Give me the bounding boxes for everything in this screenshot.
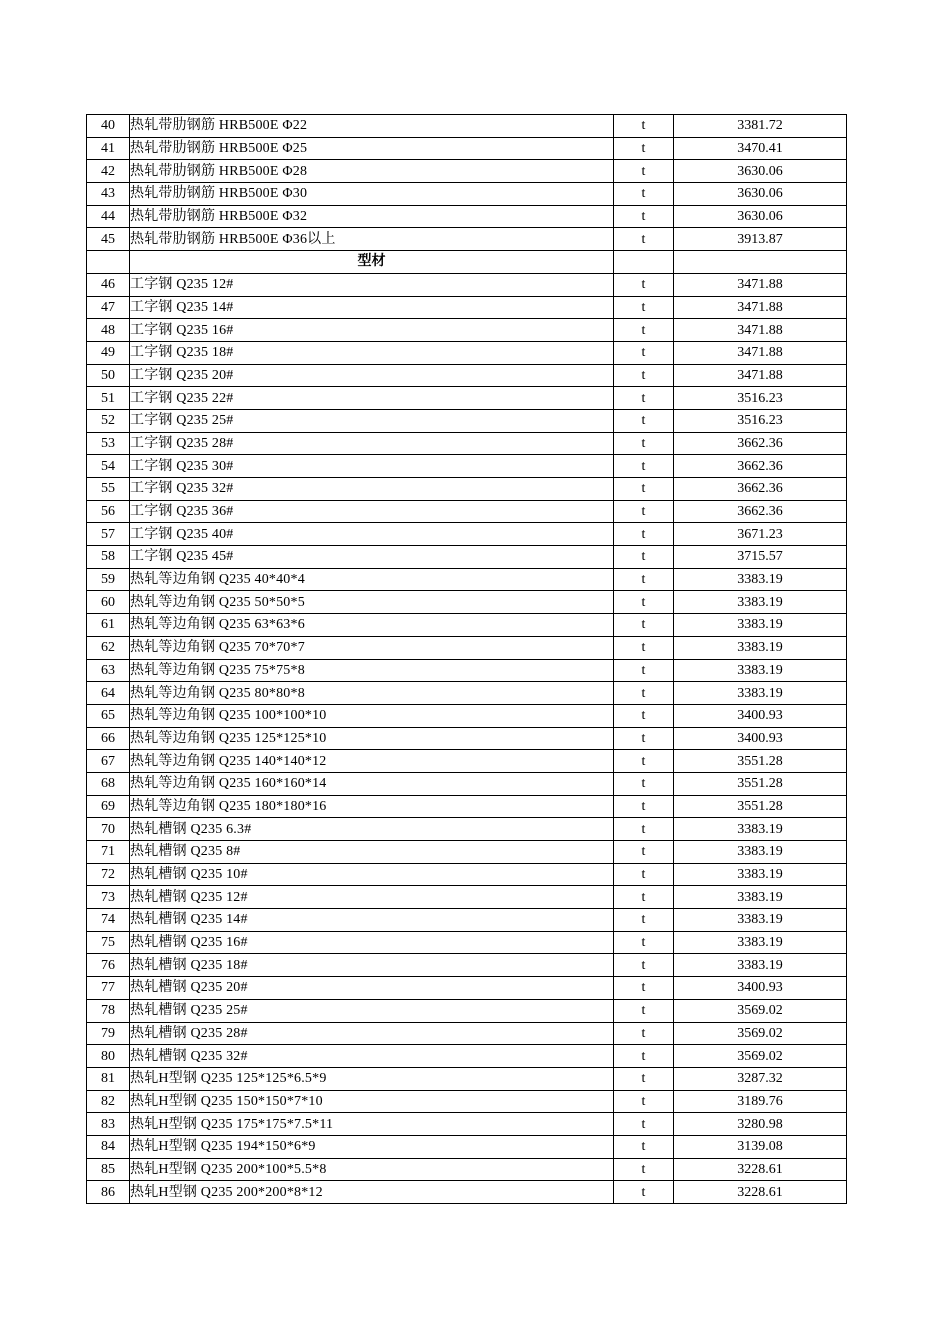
item-unit: t: [614, 1090, 674, 1113]
item-price: 3471.88: [674, 364, 847, 387]
item-unit: t: [614, 1067, 674, 1090]
item-name: 热轧等边角钢 Q235 40*40*4: [130, 568, 614, 591]
item-number: 74: [87, 909, 130, 932]
item-unit: t: [614, 931, 674, 954]
item-unit: t: [614, 205, 674, 228]
item-name: 热轧等边角钢 Q235 140*140*12: [130, 750, 614, 773]
item-unit: t: [614, 636, 674, 659]
table-row: [87, 273, 847, 296]
table-row: [87, 183, 847, 206]
table-row: [87, 455, 847, 478]
item-number: 65: [87, 704, 130, 727]
item-number: 69: [87, 795, 130, 818]
item-name: 工字钢 Q235 22#: [130, 387, 614, 410]
item-name: 热轧H型钢 Q235 175*175*7.5*11: [130, 1113, 614, 1136]
item-number: 72: [87, 863, 130, 886]
item-unit: t: [614, 886, 674, 909]
item-name: 工字钢 Q235 14#: [130, 296, 614, 319]
item-price: 3139.08: [674, 1135, 847, 1158]
section-price-cell: [674, 251, 847, 274]
item-unit: t: [614, 546, 674, 569]
item-price: 3381.72: [674, 115, 847, 138]
item-name: 工字钢 Q235 12#: [130, 273, 614, 296]
table-row: [87, 205, 847, 228]
table-row: [87, 1158, 847, 1181]
item-number: 70: [87, 818, 130, 841]
item-name: 热轧等边角钢 Q235 75*75*8: [130, 659, 614, 682]
item-price: 3400.93: [674, 727, 847, 750]
item-price: 3516.23: [674, 409, 847, 432]
item-number: 54: [87, 455, 130, 478]
item-price: 3630.06: [674, 183, 847, 206]
section-header-row: [87, 251, 847, 274]
item-unit: t: [614, 296, 674, 319]
item-number: 51: [87, 387, 130, 410]
item-name: 工字钢 Q235 18#: [130, 341, 614, 364]
item-unit: t: [614, 409, 674, 432]
item-unit: t: [614, 568, 674, 591]
item-number: 82: [87, 1090, 130, 1113]
item-number: 81: [87, 1067, 130, 1090]
section-unit-cell: [614, 251, 674, 274]
item-number: 67: [87, 750, 130, 773]
table-row: [87, 931, 847, 954]
item-price: 3383.19: [674, 909, 847, 932]
item-number: 62: [87, 636, 130, 659]
item-number: 64: [87, 682, 130, 705]
item-price: 3287.32: [674, 1067, 847, 1090]
item-number: 44: [87, 205, 130, 228]
item-price: 3471.88: [674, 273, 847, 296]
item-unit: t: [614, 183, 674, 206]
item-price: 3516.23: [674, 387, 847, 410]
table-row: [87, 160, 847, 183]
item-number: 47: [87, 296, 130, 319]
item-name: 工字钢 Q235 32#: [130, 478, 614, 501]
item-name: 热轧等边角钢 Q235 80*80*8: [130, 682, 614, 705]
item-number: 42: [87, 160, 130, 183]
item-number: 78: [87, 999, 130, 1022]
item-unit: t: [614, 1045, 674, 1068]
item-price: 3630.06: [674, 160, 847, 183]
item-price: 3471.88: [674, 296, 847, 319]
table-row: [87, 682, 847, 705]
table-row: [87, 795, 847, 818]
item-name: 热轧带肋钢筋 HRB500E Φ22: [130, 115, 614, 138]
item-unit: t: [614, 228, 674, 251]
item-unit: t: [614, 659, 674, 682]
item-unit: t: [614, 954, 674, 977]
table-row: [87, 659, 847, 682]
item-name: 热轧槽钢 Q235 20#: [130, 977, 614, 1000]
item-name: 热轧等边角钢 Q235 125*125*10: [130, 727, 614, 750]
item-name: 热轧H型钢 Q235 125*125*6.5*9: [130, 1067, 614, 1090]
table-row: [87, 704, 847, 727]
price-table: [86, 114, 847, 1204]
table-row: [87, 750, 847, 773]
item-number: 80: [87, 1045, 130, 1068]
item-unit: t: [614, 772, 674, 795]
item-number: 59: [87, 568, 130, 591]
item-unit: t: [614, 160, 674, 183]
item-unit: t: [614, 1181, 674, 1204]
item-number: 83: [87, 1113, 130, 1136]
table-row: [87, 546, 847, 569]
table-row: [87, 1090, 847, 1113]
table-row: [87, 977, 847, 1000]
item-number: 79: [87, 1022, 130, 1045]
item-name: 热轧H型钢 Q235 200*200*8*12: [130, 1181, 614, 1204]
table-row: [87, 727, 847, 750]
table-row: [87, 319, 847, 342]
table-row: [87, 432, 847, 455]
item-price: 3671.23: [674, 523, 847, 546]
item-number: 73: [87, 886, 130, 909]
item-unit: t: [614, 614, 674, 637]
item-price: 3189.76: [674, 1090, 847, 1113]
item-unit: t: [614, 341, 674, 364]
table-row: [87, 115, 847, 138]
item-price: 3569.02: [674, 1045, 847, 1068]
item-name: 热轧带肋钢筋 HRB500E Φ36以上: [130, 228, 614, 251]
item-price: 3662.36: [674, 455, 847, 478]
item-unit: t: [614, 977, 674, 1000]
item-price: 3383.19: [674, 863, 847, 886]
item-name: 热轧H型钢 Q235 150*150*7*10: [130, 1090, 614, 1113]
item-price: 3228.61: [674, 1181, 847, 1204]
item-price: 3383.19: [674, 886, 847, 909]
item-name: 热轧等边角钢 Q235 100*100*10: [130, 704, 614, 727]
table-row: [87, 614, 847, 637]
item-name: 热轧带肋钢筋 HRB500E Φ32: [130, 205, 614, 228]
item-name: 热轧槽钢 Q235 28#: [130, 1022, 614, 1045]
table-row: [87, 409, 847, 432]
item-unit: t: [614, 704, 674, 727]
item-unit: t: [614, 455, 674, 478]
item-unit: t: [614, 841, 674, 864]
item-price: 3383.19: [674, 636, 847, 659]
item-number: 49: [87, 341, 130, 364]
table-row: [87, 1135, 847, 1158]
item-name: 热轧槽钢 Q235 16#: [130, 931, 614, 954]
item-name: 热轧槽钢 Q235 14#: [130, 909, 614, 932]
item-number: 48: [87, 319, 130, 342]
item-price: 3662.36: [674, 500, 847, 523]
item-unit: t: [614, 727, 674, 750]
table-row: [87, 636, 847, 659]
item-price: 3551.28: [674, 772, 847, 795]
table-row: [87, 1022, 847, 1045]
item-name: 热轧H型钢 Q235 194*150*6*9: [130, 1135, 614, 1158]
item-unit: t: [614, 500, 674, 523]
item-price: 3715.57: [674, 546, 847, 569]
item-name: 热轧槽钢 Q235 18#: [130, 954, 614, 977]
item-unit: t: [614, 478, 674, 501]
item-unit: t: [614, 750, 674, 773]
item-name: 热轧等边角钢 Q235 63*63*6: [130, 614, 614, 637]
table-row: [87, 818, 847, 841]
item-unit: t: [614, 1135, 674, 1158]
item-name: 热轧槽钢 Q235 6.3#: [130, 818, 614, 841]
item-price: 3400.93: [674, 704, 847, 727]
item-number: 60: [87, 591, 130, 614]
item-price: 3569.02: [674, 1022, 847, 1045]
table-row: [87, 1045, 847, 1068]
item-price: 3383.19: [674, 931, 847, 954]
item-price: 3569.02: [674, 999, 847, 1022]
item-name: 热轧等边角钢 Q235 180*180*16: [130, 795, 614, 818]
item-price: 3383.19: [674, 841, 847, 864]
item-name: 工字钢 Q235 28#: [130, 432, 614, 455]
item-unit: t: [614, 115, 674, 138]
table-row: [87, 909, 847, 932]
table-row: [87, 841, 847, 864]
item-name: 工字钢 Q235 16#: [130, 319, 614, 342]
table-row: [87, 228, 847, 251]
item-number: 50: [87, 364, 130, 387]
item-unit: t: [614, 1022, 674, 1045]
item-number: 63: [87, 659, 130, 682]
item-unit: t: [614, 1158, 674, 1181]
item-number: 86: [87, 1181, 130, 1204]
item-number: 45: [87, 228, 130, 251]
table-row: [87, 999, 847, 1022]
item-number: 75: [87, 931, 130, 954]
item-unit: t: [614, 795, 674, 818]
item-name: 工字钢 Q235 25#: [130, 409, 614, 432]
item-name: 工字钢 Q235 20#: [130, 364, 614, 387]
item-price: 3470.41: [674, 137, 847, 160]
item-name: 工字钢 Q235 40#: [130, 523, 614, 546]
item-price: 3662.36: [674, 432, 847, 455]
item-unit: t: [614, 432, 674, 455]
item-number: 40: [87, 115, 130, 138]
section-title: 型材: [130, 251, 614, 274]
table-row: [87, 500, 847, 523]
item-unit: t: [614, 1113, 674, 1136]
item-price: 3280.98: [674, 1113, 847, 1136]
table-row: [87, 1181, 847, 1204]
item-name: 工字钢 Q235 30#: [130, 455, 614, 478]
item-unit: t: [614, 591, 674, 614]
item-name: 工字钢 Q235 45#: [130, 546, 614, 569]
table-row: [87, 1067, 847, 1090]
table-row: [87, 954, 847, 977]
item-price: 3471.88: [674, 319, 847, 342]
table-row: [87, 341, 847, 364]
item-number: 53: [87, 432, 130, 455]
item-number: 66: [87, 727, 130, 750]
item-price: 3630.06: [674, 205, 847, 228]
item-number: 41: [87, 137, 130, 160]
section-no-cell: [87, 251, 130, 274]
item-price: 3383.19: [674, 568, 847, 591]
table-row: [87, 863, 847, 886]
item-name: 热轧H型钢 Q235 200*100*5.5*8: [130, 1158, 614, 1181]
item-price: 3400.93: [674, 977, 847, 1000]
table-body: [87, 115, 847, 1204]
item-name: 热轧带肋钢筋 HRB500E Φ30: [130, 183, 614, 206]
item-price: 3383.19: [674, 591, 847, 614]
item-unit: t: [614, 818, 674, 841]
item-unit: t: [614, 137, 674, 160]
item-number: 76: [87, 954, 130, 977]
item-price: 3662.36: [674, 478, 847, 501]
table-row: [87, 296, 847, 319]
table-row: [87, 478, 847, 501]
item-number: 71: [87, 841, 130, 864]
item-name: 热轧等边角钢 Q235 50*50*5: [130, 591, 614, 614]
item-unit: t: [614, 319, 674, 342]
item-price: 3228.61: [674, 1158, 847, 1181]
item-number: 77: [87, 977, 130, 1000]
item-unit: t: [614, 523, 674, 546]
table-row: [87, 137, 847, 160]
item-name: 热轧带肋钢筋 HRB500E Φ25: [130, 137, 614, 160]
item-number: 55: [87, 478, 130, 501]
table-row: [87, 568, 847, 591]
item-price: 3471.88: [674, 341, 847, 364]
item-name: 热轧槽钢 Q235 32#: [130, 1045, 614, 1068]
table-row: [87, 886, 847, 909]
item-number: 52: [87, 409, 130, 432]
item-name: 热轧等边角钢 Q235 160*160*14: [130, 772, 614, 795]
item-number: 58: [87, 546, 130, 569]
item-price: 3551.28: [674, 795, 847, 818]
item-name: 热轧等边角钢 Q235 70*70*7: [130, 636, 614, 659]
item-price: 3383.19: [674, 614, 847, 637]
item-price: 3383.19: [674, 659, 847, 682]
item-number: 85: [87, 1158, 130, 1181]
item-number: 84: [87, 1135, 130, 1158]
item-number: 68: [87, 772, 130, 795]
item-price: 3551.28: [674, 750, 847, 773]
item-unit: t: [614, 682, 674, 705]
item-number: 43: [87, 183, 130, 206]
item-number: 57: [87, 523, 130, 546]
item-unit: t: [614, 909, 674, 932]
table-row: [87, 772, 847, 795]
item-name: 热轧槽钢 Q235 12#: [130, 886, 614, 909]
item-name: 热轧槽钢 Q235 25#: [130, 999, 614, 1022]
item-unit: t: [614, 273, 674, 296]
item-price: 3913.87: [674, 228, 847, 251]
item-price: 3383.19: [674, 954, 847, 977]
item-number: 56: [87, 500, 130, 523]
table-row: [87, 364, 847, 387]
item-unit: t: [614, 999, 674, 1022]
item-name: 热轧带肋钢筋 HRB500E Φ28: [130, 160, 614, 183]
table-row: [87, 523, 847, 546]
table-row: [87, 1113, 847, 1136]
item-number: 46: [87, 273, 130, 296]
item-price: 3383.19: [674, 818, 847, 841]
item-unit: t: [614, 387, 674, 410]
item-price: 3383.19: [674, 682, 847, 705]
item-number: 61: [87, 614, 130, 637]
table-row: [87, 387, 847, 410]
item-unit: t: [614, 863, 674, 886]
item-name: 热轧槽钢 Q235 10#: [130, 863, 614, 886]
table-row: [87, 591, 847, 614]
item-unit: t: [614, 364, 674, 387]
item-name: 工字钢 Q235 36#: [130, 500, 614, 523]
item-name: 热轧槽钢 Q235 8#: [130, 841, 614, 864]
